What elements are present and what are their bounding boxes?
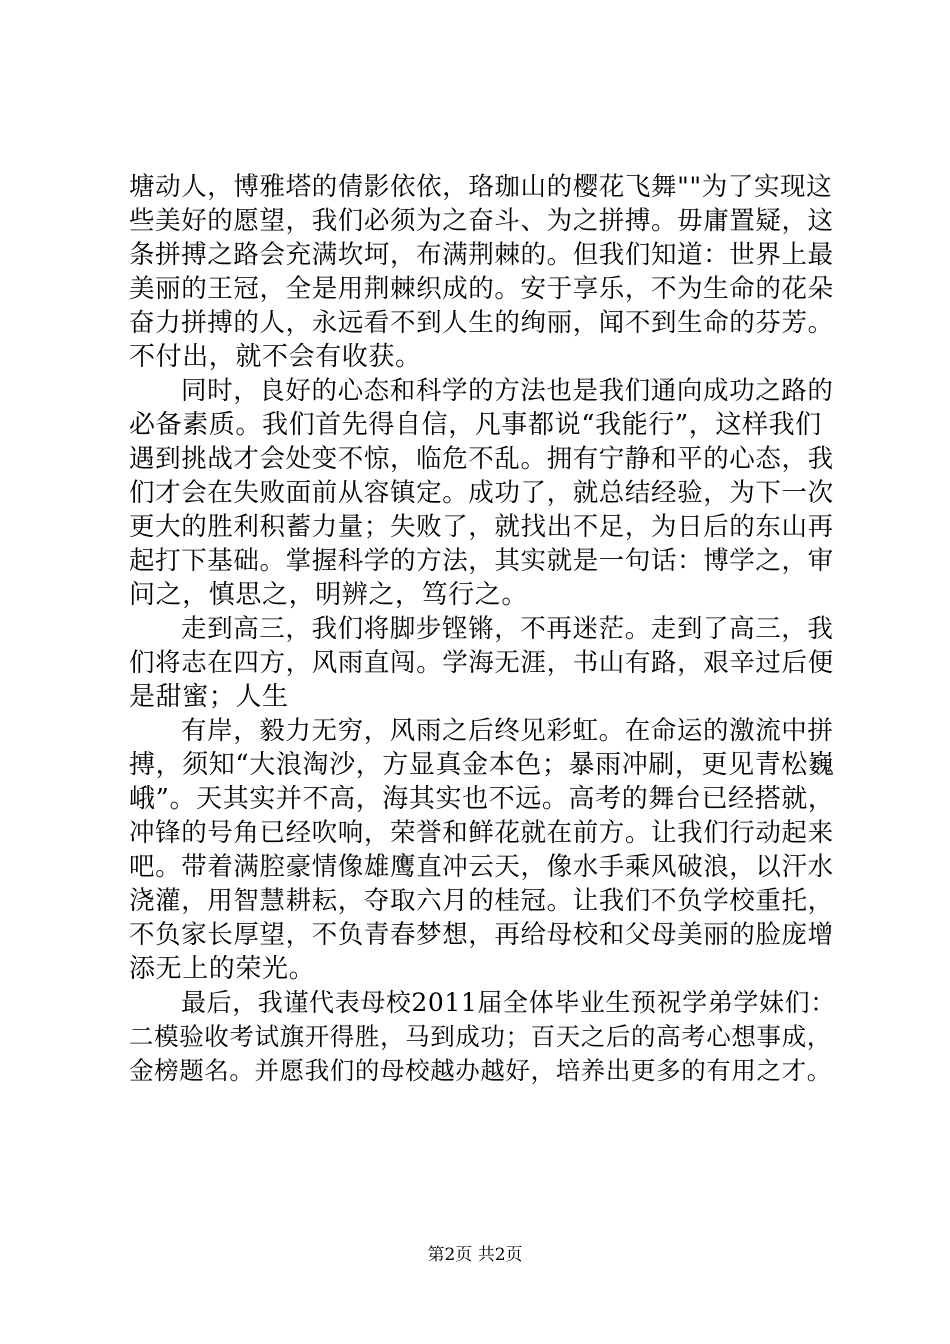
text-line: 峨”。天其实并不高，海其实也不远。高考的舞台已经搭就， xyxy=(129,784,835,814)
text-line: 必备素质。我们首先得自信，凡事都说“我能行”，这样我们 xyxy=(129,410,822,440)
text-line: 有岸，毅力无穷，风雨之后终见彩虹。在命运的激流中拼 xyxy=(181,716,834,746)
text-line: 是甜蜜；人生 xyxy=(129,682,289,712)
text-line: 们将志在四方，风雨直闯。学海无涯，书山有路，艰辛过后便 xyxy=(129,648,834,678)
page-number-label: 第2页 共2页 xyxy=(427,1245,523,1265)
page-footer xyxy=(0,1244,950,1266)
text-line: 不付出，就不会有收获。 xyxy=(129,342,422,372)
text-line: 吧。带着满腔豪情像雄鹰直冲云天，像水手乘风破浪，以汗水 xyxy=(129,852,834,882)
text-line: 问之，慎思之，明辨之，笃行之。 xyxy=(129,580,529,610)
text-line: 金榜题名。并愿我们的母校越办越好，培养出更多的有用之才。 xyxy=(129,1056,832,1085)
text-line: 走到高三，我们将脚步铿锵，不再迷茫。走到了高三，我 xyxy=(181,614,834,644)
text-line: 浇灌，用智慧耕耘，夺取六月的桂冠。让我们不负学校重托， xyxy=(129,886,834,916)
text-line: 起打下基础。掌握科学的方法，其实就是一句话：博学之，审 xyxy=(129,546,834,576)
text-line: 美丽的王冠，全是用荆棘织成的。安于享乐，不为生命的花朵 xyxy=(129,274,834,304)
text-line: 不负家长厚望，不负青春梦想，再给母校和父母美丽的脸庞增 xyxy=(129,920,834,950)
text-line: 些美好的愿望，我们必须为之奋斗、为之拼搏。毋庸置疑，这 xyxy=(129,206,834,236)
text-line: 添无上的荣光。 xyxy=(129,954,316,984)
text-line: 冲锋的号角已经吹响，荣誉和鲜花就在前方。让我们行动起来 xyxy=(129,818,834,848)
text-line: 搏，须知“大浪淘沙，方显真金本色；暴雨冲刷，更见青松巍 xyxy=(129,750,835,780)
text-line: 更大的胜利积蓄力量；失败了，就找出不足，为日后的东山再 xyxy=(129,512,834,542)
text-line: 条拼搏之路会充满坎坷，布满荆棘的。但我们知道：世界上最 xyxy=(129,240,834,270)
text-line: 塘动人，博雅塔的倩影依依，珞珈山的樱花飞舞""为了实现这 xyxy=(129,172,833,202)
body-text xyxy=(129,170,837,1088)
text-line: 最后，我谨代表母校2011届全体毕业生预祝学弟学妹们： xyxy=(181,988,836,1017)
text-line: 们才会在失败面前从容镇定。成功了，就总结经验，为下一次 xyxy=(129,478,834,508)
text-line: 二模验收考试旗开得胜，马到成功；百天之后的高考心想事成， xyxy=(129,1022,832,1051)
text-line: 遇到挑战才会处变不惊，临危不乱。拥有宁静和平的心态，我 xyxy=(129,444,834,474)
text-line: 同时，良好的心态和科学的方法也是我们通向成功之路的 xyxy=(181,376,834,406)
text-line: 奋力拼搏的人，永远看不到人生的绚丽，闻不到生命的芬芳。 xyxy=(129,308,834,338)
